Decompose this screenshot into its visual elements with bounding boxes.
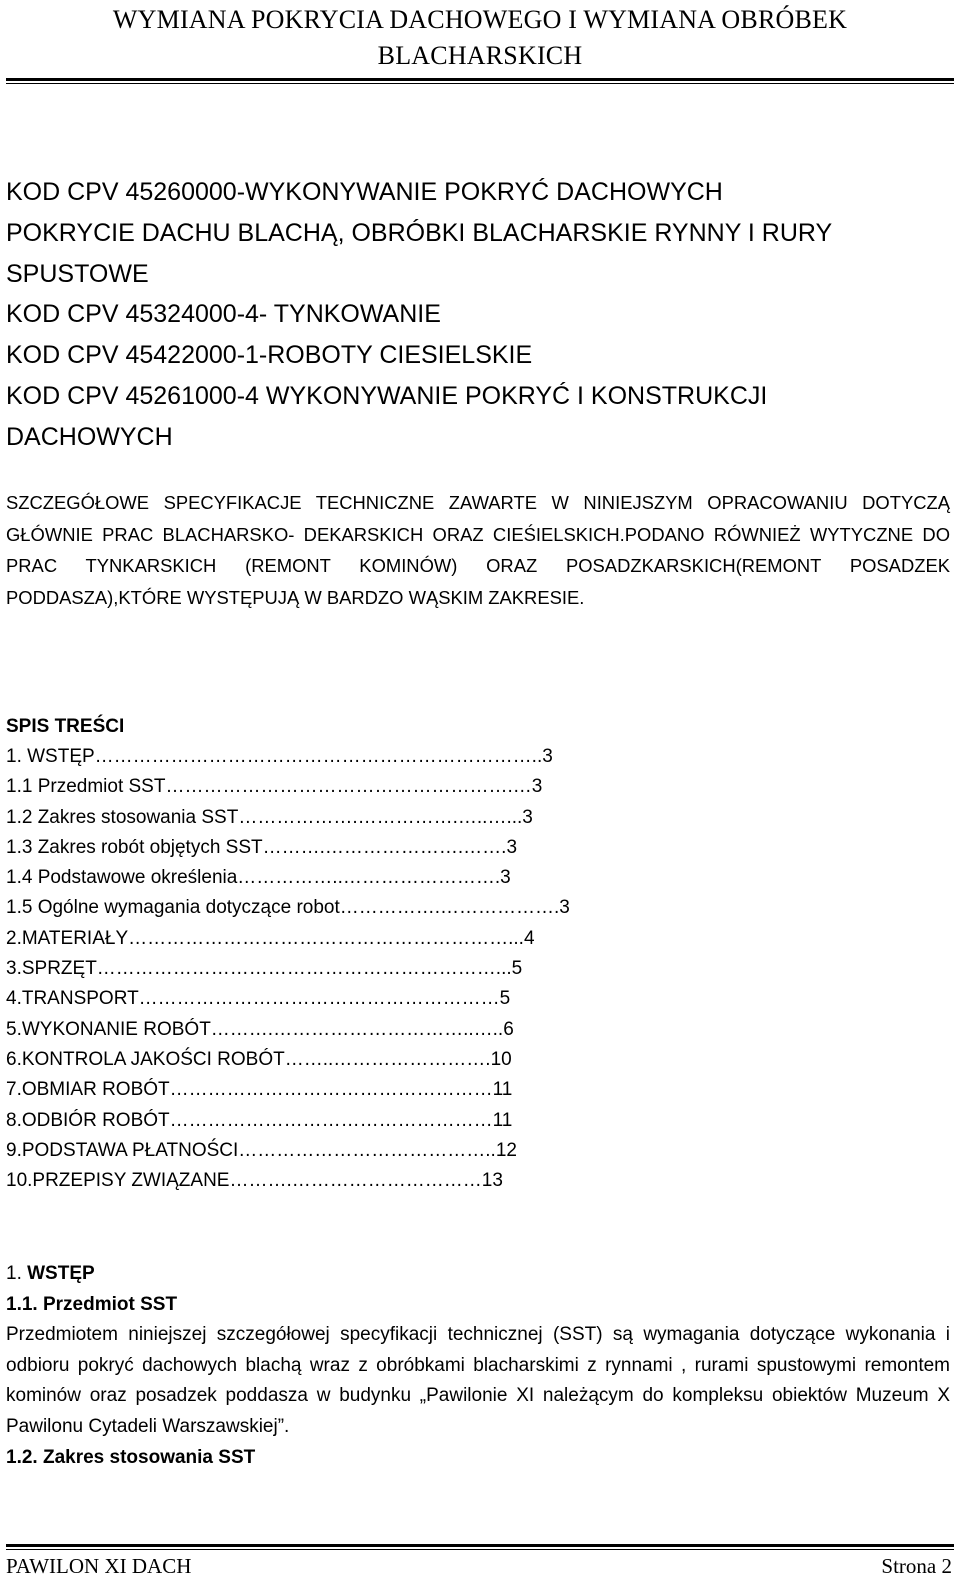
section-heading-1-1 xyxy=(6,1290,950,1321)
footer-document-name: PAWILON XI DACH xyxy=(6,1554,192,1578)
cpv-line: KOD CPV 45324000-4- TYNKOWANIE xyxy=(6,300,441,329)
cpv-line: POKRYCIE DACHU BLACHĄ, OBRÓBKI BLACHARSKIE RYNNY I RURY xyxy=(6,218,833,247)
toc-item[interactable]: 2.MATERIAŁY……………………………………………………...4 xyxy=(6,927,535,949)
toc-item[interactable]: 1.4 Podstawowe określenia……………..…………………….3 xyxy=(6,867,511,889)
page-header xyxy=(0,2,960,74)
cpv-line: KOD CPV 45260000-WYKONYWANIE POKRYĆ DACHOWYCH xyxy=(6,178,723,206)
toc-item[interactable]: 1. WSTĘP……………………………………………………………..3 xyxy=(6,746,553,767)
section-heading-number: 1. xyxy=(6,1263,28,1284)
toc-item[interactable]: 6.KONTROLA JAKOŚCI ROBÓT……..…………………….10 xyxy=(6,1048,512,1070)
toc-item[interactable]: 1.1 Przedmiot SST……………………………………………….…3 xyxy=(6,776,543,798)
section-heading-1-2 xyxy=(6,1443,950,1474)
toc-item[interactable]: 1.2 Zakres stosowania SST……………….…………….…..…...3 xyxy=(6,806,533,828)
section-wstep xyxy=(6,1259,950,1473)
section-body-paragraph: Przedmiotem niniejszej szczegółowej specyfikacji technicznej (SST) są wymagania dotyczące wykonania i odbioru pokryć dachowych blachą wraz z obróbkami blacharskimi z rynnami , rurami spustowymi remontem kominów oraz posadzek poddasza w budynku „Pawilonie XI należącym do kompleksu obiektów Muzeum X Pawilonu Cytadeli Warszawskiej”. xyxy=(6,1324,950,1437)
toc-item[interactable]: 5.WYKONANIE ROBÓT……….…………………………..…..6 xyxy=(6,1018,514,1040)
header-title-line-2: BLACHARSKICH xyxy=(377,41,583,70)
cpv-line: KOD CPV 45261000-4 WYKONYWANIE POKRYĆ I KONSTRUKCJI xyxy=(6,381,768,410)
toc-item[interactable]: 3.SPRZĘT………………………………………………………...5 xyxy=(6,958,523,980)
section-heading-text: WSTĘP xyxy=(27,1263,95,1284)
toc-item[interactable]: 9.PODSTAWA PŁATNOŚCI…………………………………..12 xyxy=(6,1139,517,1161)
footer-page-number: Strona 2 xyxy=(881,1554,952,1578)
toc-item[interactable]: 10.PRZEPISY ZWIĄZANE……….…………………………13 xyxy=(6,1170,503,1192)
cpv-codes-block xyxy=(6,172,954,458)
toc-item[interactable]: 1.5 Ogólne wymagania dotyczące robot…………….……………….3 xyxy=(6,897,570,919)
toc-item[interactable]: 8.ODBIÓR ROBÓT……………………………………………11 xyxy=(6,1109,513,1131)
header-title-line-1: WYMIANA POKRYCIA DACHOWEGO I WYMIANA OBRÓBEK xyxy=(112,5,848,34)
toc-item[interactable]: 7.OBMIAR ROBÓT……………………………………………11 xyxy=(6,1079,513,1101)
table-of-contents xyxy=(6,742,726,1196)
footer-divider xyxy=(6,1544,954,1550)
header-divider xyxy=(6,78,954,84)
toc-item[interactable]: 4.TRANSPORT…………………………………………………5 xyxy=(6,988,511,1010)
cpv-line: SPUSTOWE xyxy=(6,259,149,288)
specification-paragraph: SZCZEGÓŁOWE SPECYFIKACJE TECHNICZNE ZAWARTE W NINIEJSZYM OPRACOWANIU DOTYCZĄ GŁÓWNIE PRAC BLACHARSKO- DEKARSKICH ORAZ CIEŚIELSKICH.PODANO RÓWNIEŻ WYTYCZNE DO PRAC TYNKARSKICH (REMONT KOMINÓW) ORAZ POSADZKARSKICH(REMONT POSADZEK PODDASZA),KTÓRE WYSTĘPUJĄ W BARDZO WĄSKIM ZAKRESIE. xyxy=(6,492,950,609)
section-heading-1 xyxy=(6,1259,950,1290)
cpv-line: KOD CPV 45422000-1-ROBOTY CIESIELSKIE xyxy=(6,341,533,370)
subsection-heading-text: 1.1. Przedmiot SST xyxy=(6,1293,178,1315)
cpv-line: DACHOWYCH xyxy=(6,422,173,451)
subsection-heading-text: 1.2. Zakres stosowania SST xyxy=(6,1446,256,1468)
toc-item[interactable]: 1.3 Zakres robót objętych SST……….………………….…….3 xyxy=(6,836,518,858)
toc-title: SPIS TREŚCI xyxy=(6,716,125,737)
